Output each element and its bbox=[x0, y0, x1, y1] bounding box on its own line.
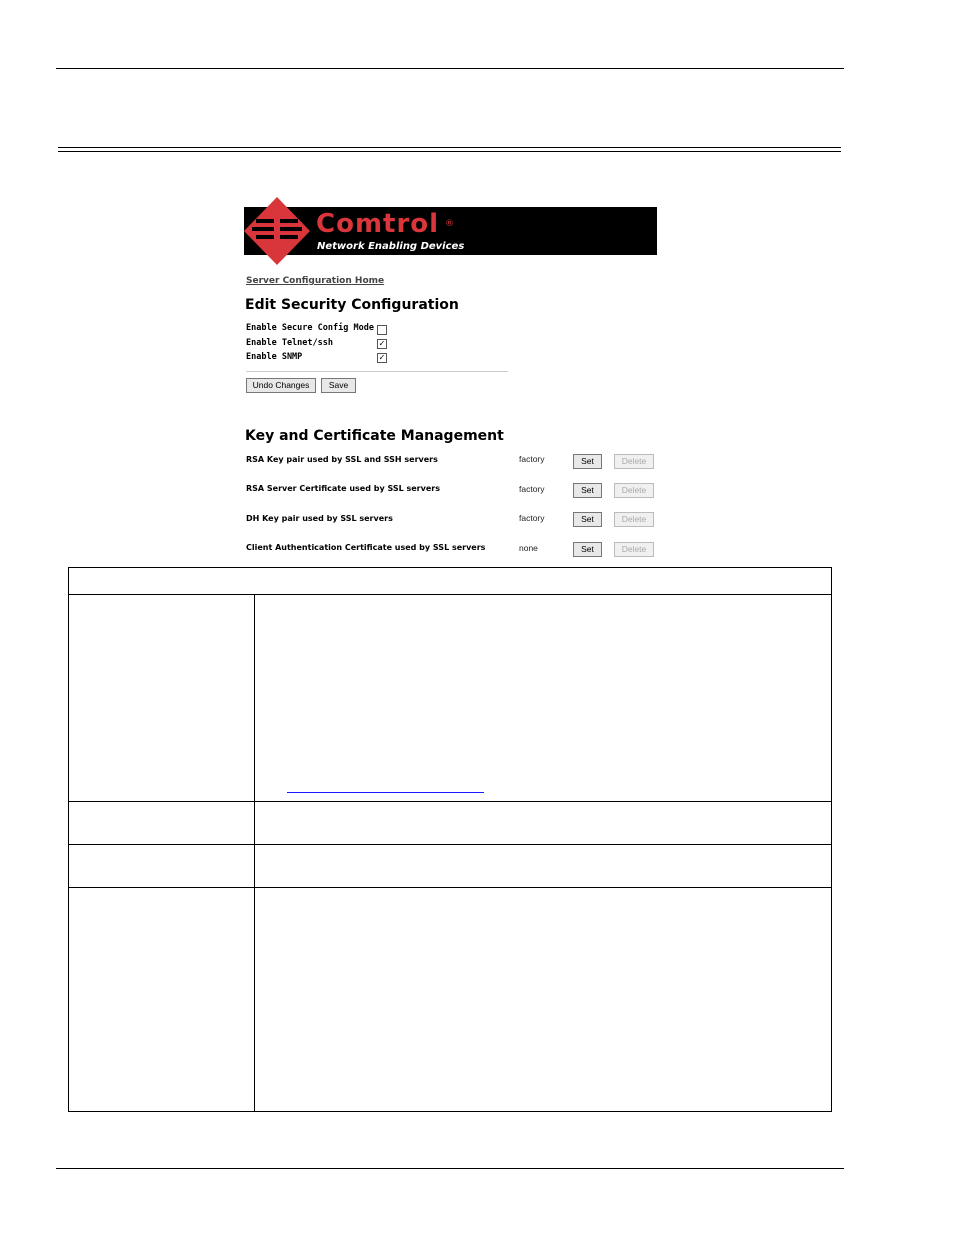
key-row-label: RSA Key pair used by SSL and SSH servers bbox=[246, 455, 438, 464]
brand-tagline: Network Enabling Devices bbox=[317, 241, 465, 252]
key-row-value: factory bbox=[519, 454, 545, 464]
set-button[interactable]: Set bbox=[573, 454, 602, 469]
undo-changes-button[interactable]: Undo Changes bbox=[246, 378, 316, 393]
key-row-value: factory bbox=[519, 513, 545, 523]
server-config-home-link[interactable]: Server Configuration Home bbox=[246, 276, 385, 286]
set-button[interactable]: Set bbox=[573, 483, 602, 498]
delete-button[interactable]: Delete bbox=[614, 454, 654, 469]
key-row-label: Client Authentication Certificate used by SSL servers bbox=[246, 543, 486, 552]
table-column-divider bbox=[254, 594, 255, 1111]
key-row-label: RSA Server Certificate used by SSL servers bbox=[246, 484, 440, 493]
brand-name: Comtrol bbox=[316, 209, 440, 239]
secure-config-mode-label: Enable Secure Config Mode bbox=[246, 323, 374, 333]
telnet-ssh-checkbox[interactable]: ✓ bbox=[378, 339, 386, 348]
description-table bbox=[68, 567, 832, 1112]
save-button[interactable]: Save bbox=[321, 378, 356, 393]
security-title: Edit Security Configuration bbox=[245, 297, 459, 313]
registered-mark: ® bbox=[445, 219, 454, 229]
secure-config-mode-checkbox[interactable] bbox=[377, 325, 387, 335]
table-row-divider bbox=[68, 844, 831, 845]
delete-button[interactable]: Delete bbox=[614, 542, 654, 557]
comtrol-diamond-logo-icon bbox=[244, 197, 310, 265]
section-rule-bottom bbox=[58, 151, 841, 152]
delete-button[interactable]: Delete bbox=[614, 483, 654, 498]
key-row-label: DH Key pair used by SSL servers bbox=[246, 514, 393, 523]
set-button[interactable]: Set bbox=[573, 512, 602, 527]
table-row-divider bbox=[68, 887, 831, 888]
key-management-title: Key and Certificate Management bbox=[245, 428, 504, 444]
section-rule-top bbox=[58, 147, 841, 148]
table-link-underline[interactable] bbox=[287, 792, 484, 793]
telnet-ssh-label: Enable Telnet/ssh bbox=[246, 338, 333, 348]
snmp-checkbox[interactable]: ✓ bbox=[378, 353, 386, 362]
table-header-divider bbox=[68, 594, 831, 595]
table-row-divider bbox=[68, 801, 831, 802]
snmp-label: Enable SNMP bbox=[246, 352, 303, 362]
set-button[interactable]: Set bbox=[573, 542, 602, 557]
form-divider bbox=[246, 371, 508, 372]
key-row-value: factory bbox=[519, 484, 545, 494]
header-rule bbox=[56, 68, 844, 69]
footer-rule bbox=[56, 1168, 844, 1169]
delete-button[interactable]: Delete bbox=[614, 512, 654, 527]
key-row-value: none bbox=[519, 543, 538, 553]
